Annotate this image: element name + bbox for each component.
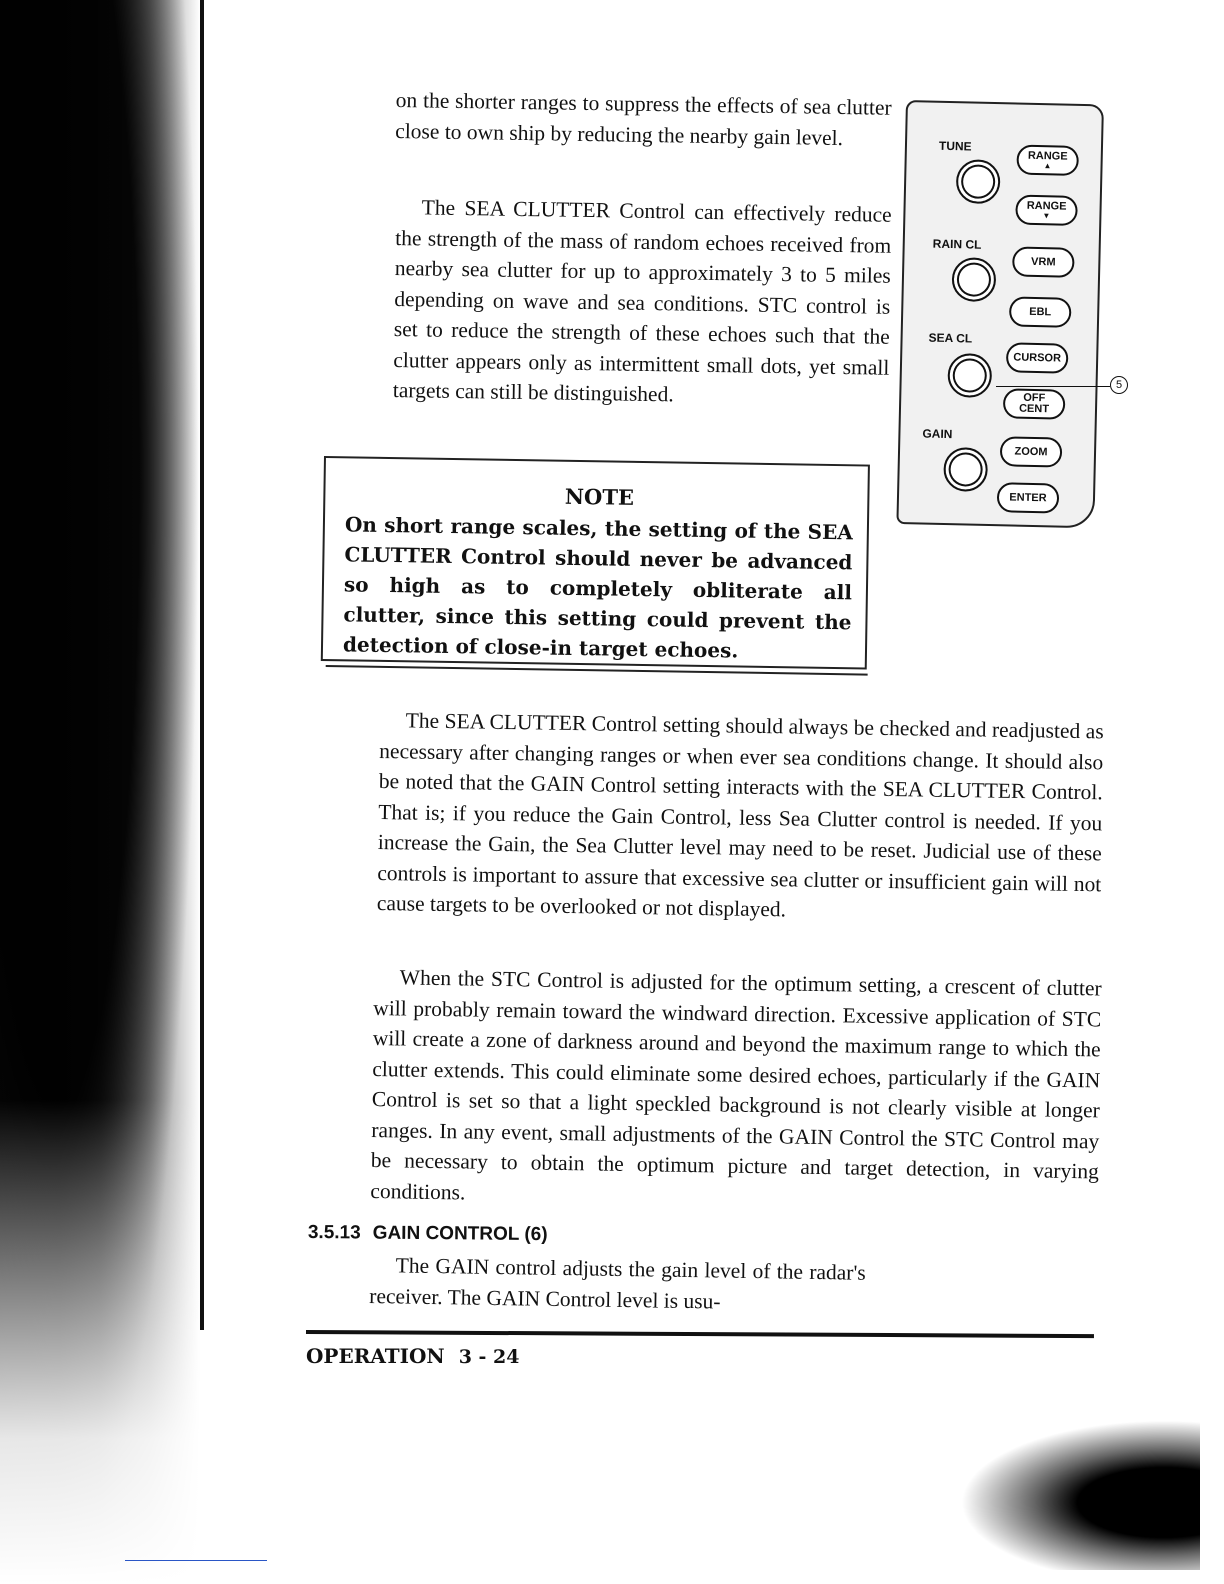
- callout-number-5: 5: [1110, 376, 1128, 394]
- range-up-button: [1016, 145, 1079, 176]
- control-panel-illustration: [896, 100, 1104, 528]
- scan-edge-line: [125, 1560, 267, 1561]
- knob-label-tune: TUNE: [938, 138, 972, 154]
- rain-cl-knob: [951, 257, 996, 302]
- off-cent-button: [1003, 388, 1066, 419]
- callout-leader-line: [996, 386, 1110, 387]
- range-down-button: [1015, 195, 1078, 226]
- up-arrow-icon: ▲: [1043, 160, 1052, 170]
- binding-fade: [0, 1100, 200, 1584]
- cursor-button: [1006, 342, 1069, 373]
- knob-label-sea-cl: SEA CL: [928, 330, 973, 346]
- range-up-label: RANGE: [1027, 149, 1068, 163]
- paragraph-gain-control: The GAIN control adjusts the gain level of the radar's receiver. The GAIN Control level is usu-: [369, 1253, 866, 1314]
- note-box: [321, 456, 870, 670]
- paragraph-continuation: on the shorter ranges to suppress the effects of sea clutter close to own ship by reducing the nearby gain level.: [395, 87, 892, 150]
- knob-label-gain: GAIN: [922, 426, 953, 442]
- ebl-label: EBL: [1029, 305, 1052, 318]
- sea-cl-knob: [947, 353, 992, 398]
- ebl-button: [1009, 296, 1072, 327]
- cent-label: CENT: [1018, 402, 1050, 416]
- cursor-label: CURSOR: [1013, 351, 1062, 365]
- footer-rule: [306, 1330, 1094, 1338]
- enter-button: [997, 482, 1060, 513]
- knob-label-rain-cl: RAIN CL: [932, 236, 982, 252]
- paragraph-stc-optimum: When the STC Control is adjusted for the optimum setting, a crescent of clutter will probably remain toward the windward direction. Excessive application of STC will create a zone of darkness around and beyond the maximum range to which the clutter extends. This could eliminate some desired echoes, particularly if the GAIN Control is set so that a light speckled background is not clearly visible at longer ranges. In any event, small adjustments of the GAIN Control the STC Control may be necessary to obtain the optimum picture and target detection, in varying conditions.: [370, 965, 1102, 1204]
- vrm-label: VRM: [1031, 255, 1056, 268]
- tune-knob: [956, 159, 1001, 204]
- paragraph-sea-clutter-gain-interaction: The SEA CLUTTER Control setting should always be checked and readjusted as necessary after changing ranges or when ever sea conditions change. It should also be noted that the GAIN Control setting interacts with the SEA CLUTTER Control. That is; if you reduce the Gain Control, less Sea Clutter control is needed. If you increase the Gain, the Sea Clutter level may need to be reset. Judicial use of these controls is important to assure that excessive sea clutter or insufficient gain will not cause targets to be overlooked or not displayed.: [376, 708, 1104, 922]
- paragraph-sea-clutter-effect: The SEA CLUTTER Control can effectively reduce the strength of the mass of random echoes received from nearby sea clutter for up to approximately 3 to 5 miles depending on wave and sea conditions. STC control is set to reduce the strength of these echoes such that the clutter appears only as intermittent small dots, yet small targets can still be distinguished.: [392, 195, 892, 407]
- section-heading: [308, 1222, 548, 1246]
- range-down-label: RANGE: [1026, 199, 1067, 213]
- page-number: 3 - 24: [458, 1346, 520, 1368]
- scan-corner-shadow: [960, 1420, 1200, 1570]
- zoom-label: ZOOM: [1014, 445, 1048, 458]
- down-arrow-icon: ▼: [1042, 210, 1051, 220]
- vrm-button: [1012, 246, 1075, 277]
- enter-label: ENTER: [1009, 490, 1047, 504]
- note-text: On short range scales, the setting of the SEA CLUTTER Control should never be advanced so high as to completely obliterate all clutter, since this setting could prevent the detection of close-in target echoes.: [342, 512, 854, 663]
- section-number: 3.5.13: [307, 1222, 361, 1244]
- note-title: NOTE: [564, 483, 635, 510]
- zoom-button: [1000, 436, 1063, 467]
- section-title: GAIN CONTROL (6): [372, 1222, 548, 1246]
- footer-label: OPERATION: [306, 1344, 445, 1368]
- gain-knob: [943, 447, 988, 492]
- page-footer: [306, 1344, 519, 1368]
- spine-edge: [200, 0, 204, 1330]
- off-label: OFF: [1023, 391, 1046, 405]
